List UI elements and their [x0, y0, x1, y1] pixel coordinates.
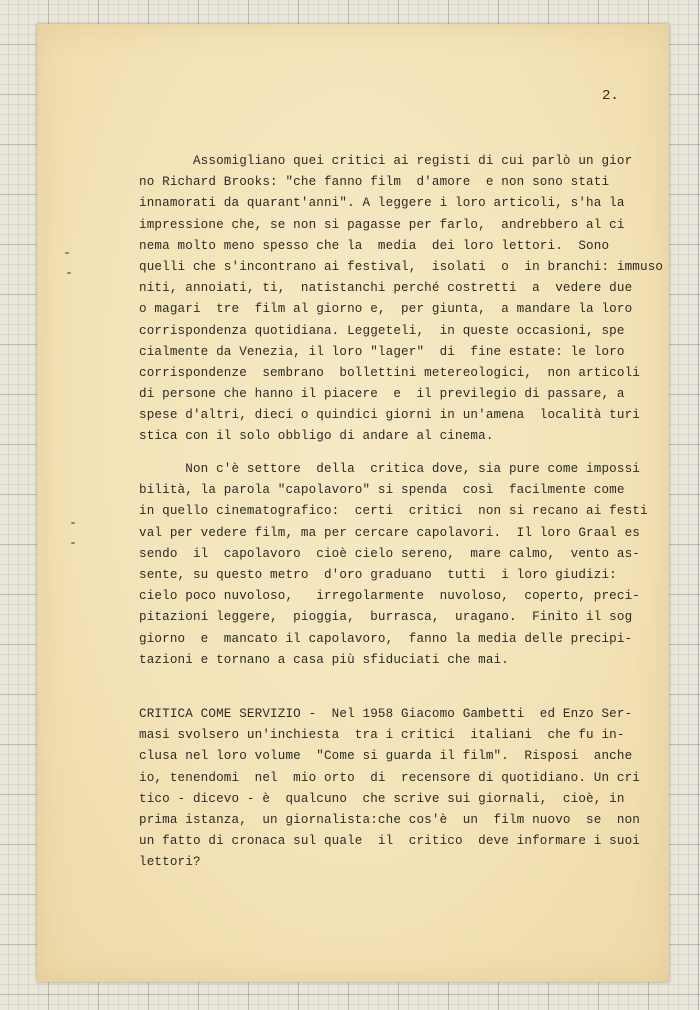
text-line: nema molto meno spesso che la media dei loro lettori. Sono	[139, 238, 610, 253]
text-line: pitazioni leggere, pioggia, burrasca, uragano. Finito il sog	[139, 610, 633, 625]
text-line: un fatto di cronaca sul quale il critico deve informare i suoi	[139, 834, 640, 849]
text-line: spese d'altri, dieci o quindici giorni in un'amena località turi	[139, 408, 640, 423]
text-line: Non c'è settore della critica dove, sia pure come impossi	[139, 462, 640, 476]
text-line: di persone che hanno il piacere e il previlegio di passare, a	[139, 387, 625, 402]
paragraph-3	[139, 704, 640, 874]
text-line: masi svolsero un'inchiesta tra i critici italiani che fu in-	[139, 728, 625, 743]
text-line: bilità, la parola "capolavoro" si spenda così facilmente come	[139, 483, 625, 498]
punch-mark	[65, 252, 69, 254]
text-line: impressione che, se non si pagasse per farlo, andrebbero al ci	[139, 217, 625, 232]
punch-mark	[67, 272, 71, 274]
text-line: clusa nel loro volume "Come si guarda il film". Risposi anche	[139, 749, 633, 764]
page-number: 2.	[602, 88, 619, 104]
text-line: o magari tre film al giorno e, per giunta, a mandare la loro	[139, 302, 633, 317]
punch-mark	[71, 522, 75, 524]
text-line: CRITICA COME SERVIZIO - Nel 1958 Giacomo Gambetti ed Enzo Ser-	[139, 707, 633, 721]
text-line: sendo il capolavoro cioè cielo sereno, mare calmo, vento as-	[139, 546, 640, 561]
text-line: Assomigliano quei critici ai registi di cui parlò un gior	[139, 154, 633, 168]
text-line: corrispondenza quotidiana. Leggeteli, in queste occasioni, spe	[139, 323, 625, 338]
text-line: tazioni e tornano a casa più sfiduciati che mai.	[139, 652, 509, 667]
text-line: lettori?	[139, 855, 201, 870]
text-line: io, tenendomi nel mio orto di recensore di quotidiano. Un cri	[139, 770, 640, 785]
text-line: prima istanza, un giornalista:che cos'è un film nuovo se non	[139, 812, 640, 827]
text-line: val per vedere film, ma per cercare capolavori. Il loro Graal es	[139, 525, 640, 540]
text-line: innamorati da quarant'anni". A leggere i loro articoli, s'ha la	[139, 196, 625, 211]
text-line: sente, su questo metro d'oro graduano tutti i loro giudizi:	[139, 567, 617, 582]
text-line: corrispondenze sembrano bollettini metereologici, non articoli	[139, 365, 640, 380]
paragraph-2	[139, 459, 648, 671]
text-line: stica con il solo obbligo di andare al cinema.	[139, 429, 494, 444]
punch-mark	[71, 542, 75, 544]
text-line: cialmente da Venezia, il loro "lager" di fine estate: le loro	[139, 344, 625, 359]
text-line: cielo poco nuvoloso, irregolarmente nuvoloso, coperto, preci-	[139, 589, 640, 604]
text-line: giorno e mancato il capolavoro, fanno la media delle precipi-	[139, 631, 633, 646]
paragraph-1	[139, 151, 663, 448]
text-line: quelli che s'incontrano ai festival, isolati o in branchi: immuso	[139, 259, 664, 274]
text-line: niti, annoiati, ti, natistanchi perché costretti a vedere due	[139, 281, 633, 296]
typewritten-page	[37, 24, 669, 982]
text-line: in quello cinematografico: certi critici non si recano ai festi	[139, 504, 648, 519]
text-line: tico - dicevo - è qualcuno che scrive sui giornali, cioè, in	[139, 791, 625, 806]
text-line: no Richard Brooks: "che fanno film d'amore e non sono stati	[139, 175, 610, 190]
